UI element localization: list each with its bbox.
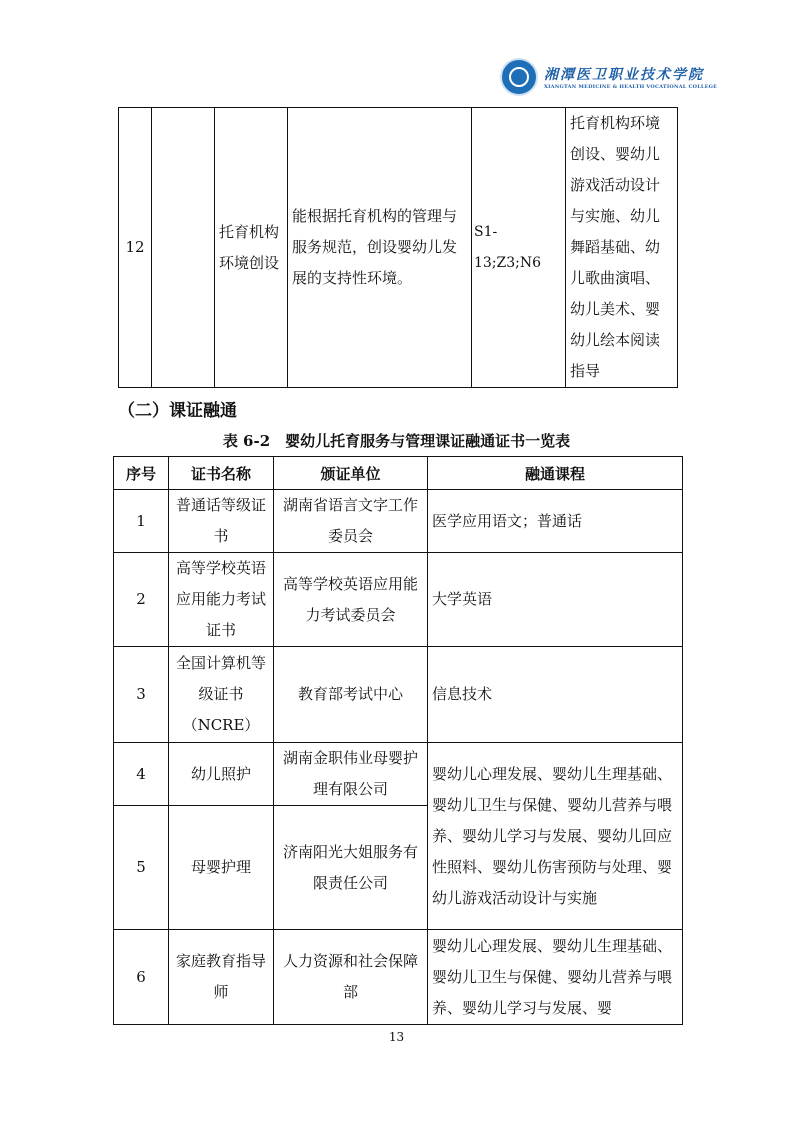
cert-name: 全国计算机等级证书（NCRE） — [169, 647, 274, 743]
task-name: 托育机构环境创设 — [215, 108, 288, 388]
row-number: 1 — [114, 490, 169, 553]
cert-name: 高等学校英语应用能力考试证书 — [169, 553, 274, 647]
competency-table-continued — [118, 107, 678, 388]
row-number: 3 — [114, 647, 169, 743]
row-number: 4 — [114, 743, 169, 806]
task-codes: S1-13;Z3;N6 — [472, 108, 566, 388]
college-logo — [500, 58, 717, 96]
courses: 大学英语 — [428, 553, 683, 647]
courses: 婴幼儿心理发展、婴幼儿生理基础、婴幼儿卫生与保健、婴幼儿营养与喂养、婴幼儿学习与发展、婴 — [428, 930, 683, 1025]
header-no: 序号 — [114, 457, 169, 490]
row-number: 5 — [114, 806, 169, 930]
cert-name: 家庭教育指导师 — [169, 930, 274, 1025]
task-description: 能根据托育机构的管理与服务规范，创设婴幼儿发展的支持性环境。 — [288, 108, 472, 388]
row-category — [152, 108, 215, 388]
row-number: 2 — [114, 553, 169, 647]
certificate-table — [113, 456, 683, 1025]
header-issuer: 颁证单位 — [274, 457, 428, 490]
issuer: 高等学校英语应用能力考试委员会 — [274, 553, 428, 647]
issuer: 济南阳光大姐服务有限责任公司 — [274, 806, 428, 930]
issuer: 湖南省语言文字工作委员会 — [274, 490, 428, 553]
courses: 医学应用语文；普通话 — [428, 490, 683, 553]
college-seal-icon — [500, 58, 538, 96]
row-number: 12 — [119, 108, 152, 388]
table-row — [114, 553, 683, 647]
table-row — [114, 490, 683, 553]
issuer: 人力资源和社会保障部 — [274, 930, 428, 1025]
header-courses: 融通课程 — [428, 457, 683, 490]
table-row — [114, 743, 683, 806]
table-header-row — [114, 457, 683, 490]
courses: 信息技术 — [428, 647, 683, 743]
table-row — [114, 930, 683, 1025]
cert-name: 母婴护理 — [169, 806, 274, 930]
cert-name: 幼儿照护 — [169, 743, 274, 806]
courses-merged: 婴幼儿心理发展、婴幼儿生理基础、婴幼儿卫生与保健、婴幼儿营养与喂养、婴幼儿学习与发展、婴幼儿回应性照料、婴幼儿伤害预防与处理、婴幼儿游戏活动设计与实施 — [428, 743, 683, 930]
page-number: 13 — [388, 1030, 405, 1044]
table-row — [114, 647, 683, 743]
section-title: （二）课证融通 — [118, 401, 237, 421]
cert-name: 普通话等级证书 — [169, 490, 274, 553]
issuer: 湖南金职伟业母婴护理有限公司 — [274, 743, 428, 806]
issuer: 教育部考试中心 — [274, 647, 428, 743]
table-caption: 表 6-2 婴幼儿托育服务与管理课证融通证书一览表 — [222, 432, 571, 450]
logo-chinese-name: 湘潭医卫职业技术学院 — [544, 67, 704, 83]
logo-english-name: XIANGTAN MEDICINE & HEALTH VOCATIONAL COLLEGE — [544, 84, 718, 90]
related-courses: 托育机构环境创设、婴幼儿游戏活动设计与实施、幼儿舞蹈基础、幼儿歌曲演唱、幼儿美术、婴幼儿绘本阅读指导 — [566, 108, 678, 388]
row-number: 6 — [114, 930, 169, 1025]
table-row — [119, 108, 678, 388]
header-cert: 证书名称 — [169, 457, 274, 490]
